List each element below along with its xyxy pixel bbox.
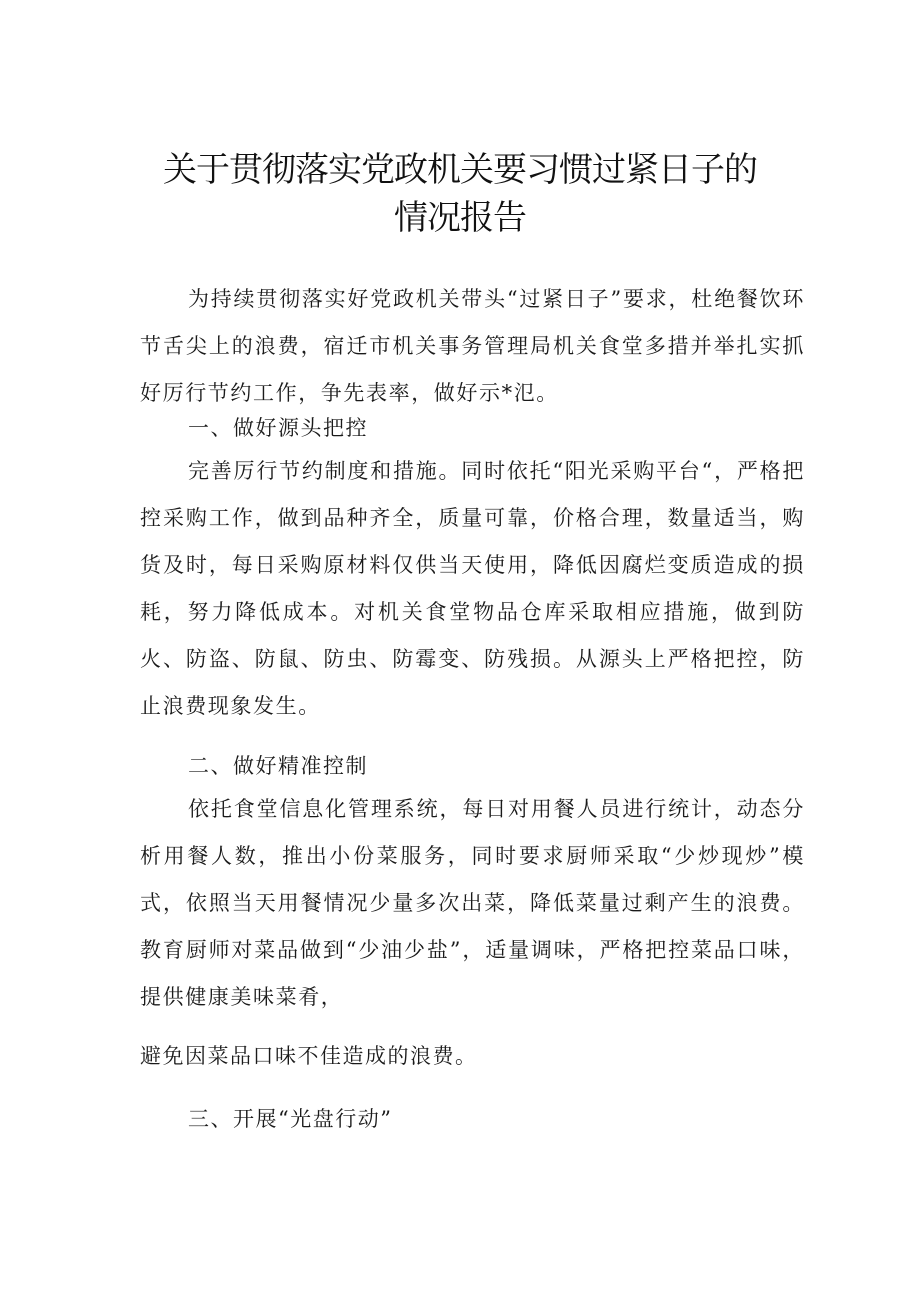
intro-paragraph: 为持续贯彻落实好党政机关带头“过紧日子”要求，杜绝餐饮环节舌尖上的浪费，宿迁市机关事务管理局机关食堂多措并举扎实抓好厉行节约工作，争先表率，做好示*氾。 [140, 287, 805, 405]
document-title-line-2: 情况报告 [394, 198, 526, 238]
section-1-heading: 一、做好源头把控 [188, 416, 368, 440]
section-2-heading: 二、做好精准控制 [188, 754, 368, 778]
section-2-body: 依托食堂信息化管理系统，每日对用餐人员进行统计，动态分析用餐人数，推出小份菜服务，同时要求厨师采取“少炒现炒”模式，依照当天用餐情况少量多次出菜，降低菜量过剩产生的浪费。教育厨师对菜品做到“少油少盐”，适量调味，严格把控菜品口味，提供健康美味菜肴， [140, 797, 805, 1009]
section-1-body: 完善厉行节约制度和措施。同时依托“阳光采购平台“，严格把控采购工作，做到品种齐全，质量可靠，价格合理，数量适当，购货及时，每日采购原材料仅供当天使用，降低因腐烂变质造成的损耗，努力降低成本。对机关食堂物品仓库采取相应措施，做到防火、防盗、防鼠、防虫、防霉变、防残损。从源头上严格把控，防止浪费现象发生。 [140, 459, 805, 718]
document-title-line-1: 关于贯彻落实党政机关要习惯过紧日子的 [163, 150, 757, 190]
section-3-heading: 三、开展“光盘行动” [188, 1107, 393, 1131]
section-2-continuation: 避免因菜品口味不佳造成的浪费。 [140, 1044, 478, 1068]
